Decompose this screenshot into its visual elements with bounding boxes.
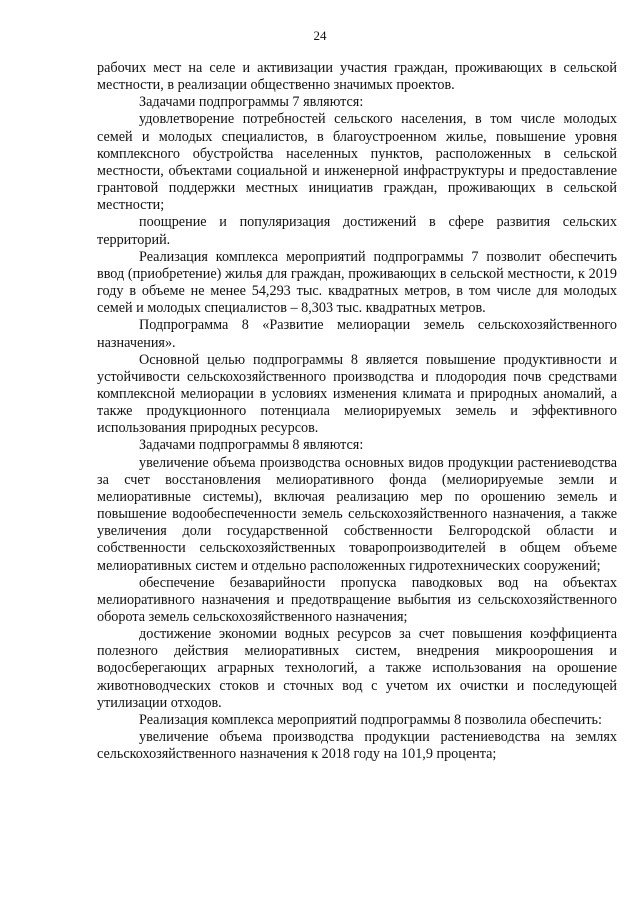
paragraph: Реализация комплекса мероприятий подпрограммы 7 позволит обеспечить ввод (приобретение) жилья для граждан, проживающих в сельской местности, к 2019 году в объеме не менее 54,293 тыс. квадратных метров, в том числе для молодых семей и молодых специалистов – 8,303 тыс. квадратных метров.	[97, 248, 617, 317]
paragraph: увеличение объема производства основных видов продукции растениеводства за счет восстановления мелиоративного фонда (мелиорируемые земли и мелиоративные системы), включая реализацию мер по орошению земель и повышение водообеспеченности земель сельскохозяйственного назначения, а также увеличения доли государственной собственности Белгородской области и собственности сельскохозяйственных товаропроизводителей в общем объеме мелиоративных систем и отдельно расположенных гидротехнических сооружений;	[97, 454, 617, 574]
paragraph: обеспечение безаварийности пропуска паводковых вод на объектах мелиоративного назначения и предотвращение выбытия из сельскохозяйственного оборота земель сельскохозяйственного назначения;	[97, 574, 617, 625]
paragraph: удовлетворение потребностей сельского населения, в том числе молодых семей и молодых специалистов, в благоустроенном жилье, повышение уровня комплексного обустройства населенных пунктов, расположенных в сельской местности, объектами социальной и инженерной инфраструктуры и предоставление грантовой поддержки местных инициатив граждан, проживающих в сельской местности;	[97, 111, 617, 214]
paragraph: достижение экономии водных ресурсов за счет повышения коэффициента полезного действия мелиоративных систем, внедрения микроорошения и водосберегающих аграрных технологий, а также использования на орошение животноводческих стоков и сточных вод с учетом их очистки и последующей утилизации отходов.	[97, 626, 617, 711]
paragraph: увеличение объема производства продукции растениеводства на землях сельскохозяйственного назначения к 2018 году на 101,9 процента;	[97, 729, 617, 763]
page-number: 24	[313, 28, 327, 43]
paragraph: Задачами подпрограммы 8 являются:	[139, 437, 364, 454]
paragraph: поощрение и популяризация достижений в сфере развития сельских территорий.	[97, 214, 617, 248]
document-body	[97, 60, 617, 763]
paragraph: Реализация комплекса мероприятий подпрограммы 8 позволила обеспечить:	[139, 711, 602, 728]
paragraph: рабочих мест на селе и активизации участия граждан, проживающих в сельской местности, в реализации общественно значимых проектов.	[97, 60, 617, 94]
paragraph: Основной целью подпрограммы 8 является повышение продуктивности и устойчивости сельскохозяйственного производства и плодородия почв средствами комплексной мелиорации в условиях изменения климата и природных аномалий, а также продукционного потенциала мелиорируемых земель и эффективного использования природных ресурсов.	[97, 351, 617, 437]
paragraph: Подпрограмма 8 «Развитие мелиорации земель сельскохозяйственного назначения».	[97, 317, 617, 351]
paragraph: Задачами подпрограммы 7 являются:	[139, 94, 364, 111]
